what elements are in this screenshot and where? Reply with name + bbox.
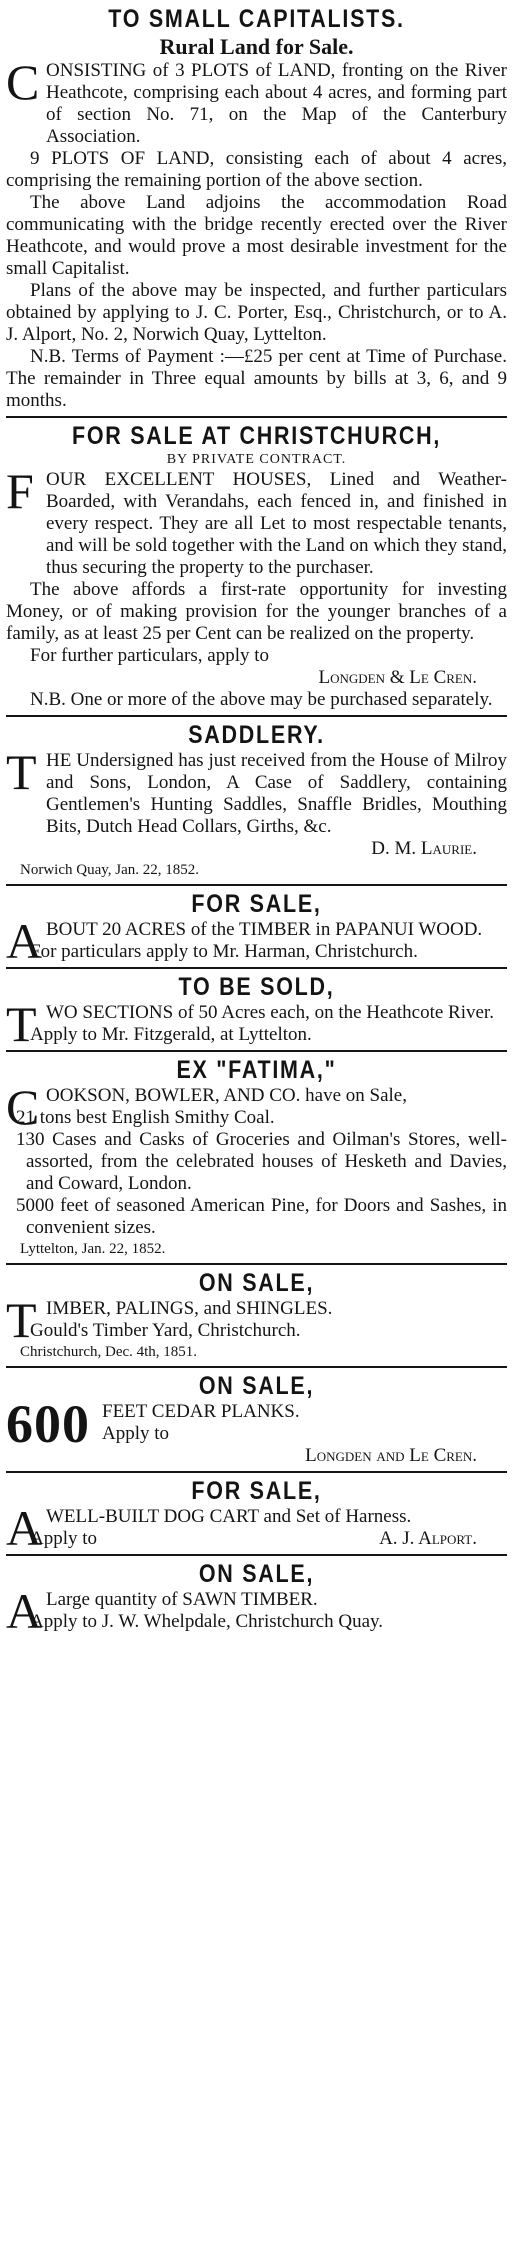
ad-paragraph: For further particulars, apply to <box>30 645 270 666</box>
divider <box>6 967 507 969</box>
paragraph-text: OOKSON, BOWLER, AND CO. have on Sale, <box>46 1085 407 1106</box>
ad-ex-fatima <box>6 1055 507 1259</box>
drop-cap: C <box>6 54 40 110</box>
paragraph-text: WELL-BUILT DOG CART and Set of Harness. <box>46 1506 412 1527</box>
ad-paragraph: 9 PLOTS OF LAND, consisting each of about 4 acres, comprising the remaining portion of the above section. <box>6 148 507 191</box>
ad-heading: ON SALE, <box>198 1269 315 1297</box>
ad-date: Norwich Quay, Jan. 22, 1852. <box>20 862 199 878</box>
ad-small-capitalists <box>6 4 507 412</box>
drop-cap: A <box>6 913 43 963</box>
ad-heading: ON SALE, <box>198 1560 315 1588</box>
paragraph-text: ONSISTING of 3 PLOTS of LAND, fronting on the River Heathcote, comprising each about 4 acres, and forming part of section No. 71, on the Map of the Canterbury Association. <box>46 60 507 147</box>
divider <box>6 1554 507 1556</box>
ad-signature: Longden & Le Cren. <box>318 667 477 688</box>
drop-cap: C <box>6 1079 40 1135</box>
paragraph-text: HE Undersigned has just received from the House of Milroy and Sons, London, A Case of Saddlery, containing Gentlemen's Hunting Saddles, Snaffle Bridles, Mouthing Bits, Dutch Head Collars, Girths, &c. <box>46 750 507 837</box>
ad-two-sections <box>6 972 507 1046</box>
ad-heading: TO BE SOLD, <box>178 973 335 1001</box>
ad-heading: EX "FATIMA," <box>176 1056 337 1084</box>
ad-date: Christchurch, Dec. 4th, 1851. <box>20 1344 198 1360</box>
ad-heading: ON SALE, <box>198 1372 315 1400</box>
ad-paragraph: N.B. One or more of the above may be purchased separately. <box>30 689 493 710</box>
ad-paragraph: N.B. Terms of Payment :—£25 per cent at Time of Purchase. The remainder in Three equal amounts by bills at 3, 6, and 9 months. <box>6 346 507 411</box>
ad-heading: FOR SALE, <box>191 890 322 918</box>
ad-paragraph: Apply to J. W. Whelpdale, Christchurch Quay. <box>30 1611 384 1632</box>
drop-cap: A <box>6 1500 43 1550</box>
divider <box>6 416 507 418</box>
divider <box>6 1263 507 1265</box>
ad-heading: FOR SALE, <box>191 1477 322 1505</box>
ad-heading: FOR SALE AT CHRISTCHURCH, <box>71 422 442 450</box>
ad-paragraph <box>6 463 507 579</box>
ad-paragraph: For particulars apply to Mr. Harman, Christchurch. <box>30 941 418 962</box>
drop-cap: T <box>6 996 37 1046</box>
drop-cap: A <box>6 1583 43 1633</box>
drop-cap: F <box>6 463 34 519</box>
ad-subheading: BY PRIVATE CONTRACT. <box>166 452 347 467</box>
drop-cap: 600 <box>6 1394 90 1454</box>
ad-timber-palings <box>6 1268 507 1362</box>
ad-heading: SADDLERY. <box>188 721 325 749</box>
list-item: 5000 feet of seasoned American Pine, for Doors and Sashes, in convenient sizes. <box>16 1195 507 1238</box>
paragraph-text: Apply to <box>30 1528 98 1549</box>
paragraph-text: IMBER, PALINGS, and SHINGLES. <box>46 1298 333 1319</box>
ad-signature: Longden and Le Cren. <box>305 1445 477 1466</box>
ad-heading: TO SMALL CAPITALISTS. <box>108 5 405 33</box>
divider <box>6 1050 507 1052</box>
ad-paragraph: The above Land adjoins the accommodation Road communicating with the bridge recently erected over the River Heathcote, and would prove a most desirable investment for the small Capitalist. <box>6 192 507 279</box>
ad-date: Lyttelton, Jan. 22, 1852. <box>20 1241 166 1257</box>
drop-cap: T <box>6 1292 37 1348</box>
ad-paragraph: Gould's Timber Yard, Christchurch. <box>30 1320 301 1341</box>
ad-papanui-timber <box>6 889 507 963</box>
ad-subheading: Rural Land for Sale. <box>159 34 354 59</box>
divider <box>6 1366 507 1368</box>
ad-saddlery <box>6 720 507 880</box>
ad-signature: A. J. Alport. <box>379 1528 477 1549</box>
ad-sawn-timber <box>6 1559 507 1633</box>
drop-cap: T <box>6 744 37 800</box>
list-item: 21 tons best English Smithy Coal. <box>16 1107 275 1128</box>
ad-paragraph: The above affords a first-rate opportunity for investing Money, or of making provision for the younger branches of a family, as at least 25 per Cent can be realized on the property. <box>6 579 507 644</box>
paragraph-text: WO SECTIONS of 50 Acres each, on the Heathcote River. <box>46 1002 494 1023</box>
ad-paragraph: Apply to Mr. Fitzgerald, at Lyttelton. <box>30 1024 312 1045</box>
ad-paragraph <box>6 744 507 838</box>
ad-cedar-planks <box>6 1371 507 1467</box>
ad-paragraph <box>6 54 507 148</box>
ad-dog-cart <box>6 1476 507 1550</box>
ad-sale-christchurch <box>6 421 507 711</box>
ad-paragraph: Plans of the above may be inspected, and further particulars obtained by applying to J. C. Porter, Esq., Christchurch, or to A. J. Alport, No. 2, Norwich Quay, Lyttelton. <box>6 280 507 345</box>
paragraph-text: Large quantity of SAWN TIMBER. <box>46 1589 318 1610</box>
paragraph-text: BOUT 20 ACRES of the TIMBER in PAPANUI WOOD. <box>46 919 483 940</box>
divider <box>6 1471 507 1473</box>
paragraph-text: FEET CEDAR PLANKS. <box>102 1401 300 1422</box>
ad-paragraph <box>6 1528 507 1550</box>
list-item: 130 Cases and Casks of Groceries and Oilman's Stores, well-assorted, from the celebrated houses of Hesketh and Davies, and Coward, London. <box>16 1129 507 1194</box>
ad-signature: D. M. Laurie. <box>371 838 477 859</box>
divider <box>6 884 507 886</box>
paragraph-text: OUR EXCELLENT HOUSES, Lined and Weather-Boarded, with Verandahs, each fenced in, and finished in every respect. They are all Let to most respectable tenants, and will be sold together with the Land on which they stand, thus securing the property to the purchaser. <box>46 469 507 578</box>
paragraph-text: Apply to <box>102 1423 170 1444</box>
divider <box>6 715 507 717</box>
ad-paragraph <box>6 1394 507 1454</box>
